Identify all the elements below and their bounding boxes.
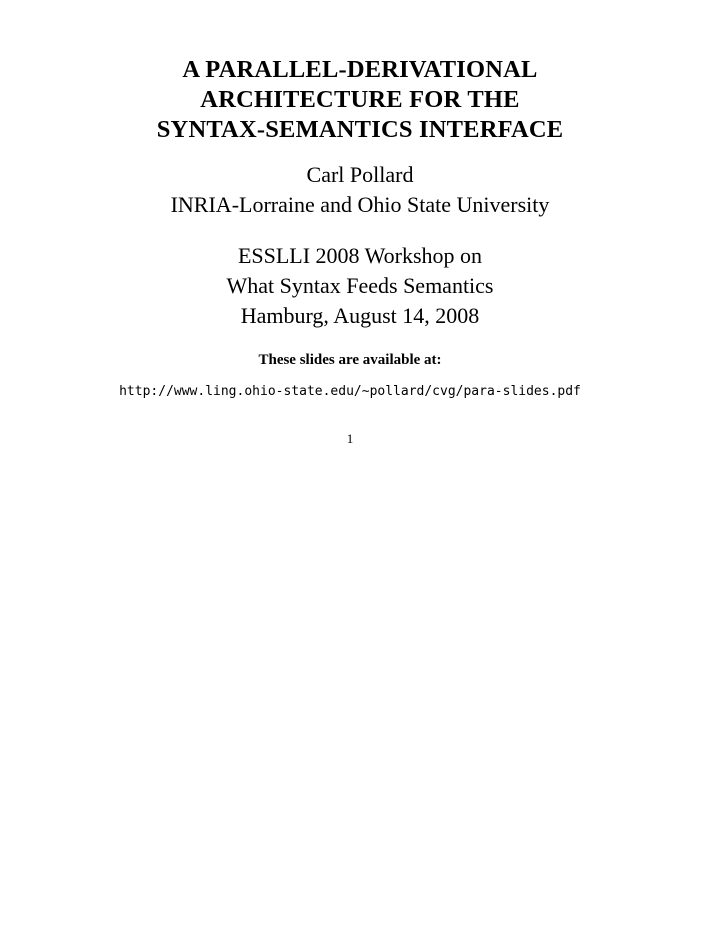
event-line-3: Hamburg, August 14, 2008: [240, 303, 480, 328]
title-line-2: ARCHITECTURE FOR THE: [200, 86, 520, 113]
author-block: [0, 160, 720, 220]
title-line-1: A PARALLEL-DERIVATIONAL: [182, 56, 538, 83]
event-line-1: ESSLLI 2008 Workshop on: [237, 243, 483, 268]
author-name: Carl Pollard: [306, 162, 414, 187]
title-line-3: SYNTAX-SEMANTICS INTERFACE: [156, 116, 564, 143]
page-number: 1: [346, 431, 354, 446]
availability-label: These slides are available at:: [258, 352, 442, 368]
event-block: [0, 241, 720, 331]
slides-url-link[interactable]: http://www.ling.ohio-state.edu/∼pollard/cvg/para-slides.pdf: [119, 384, 581, 399]
event-line-2: What Syntax Feeds Semantics: [226, 273, 494, 298]
author-affiliation: INRIA-Lorraine and Ohio State University: [170, 192, 550, 217]
slide-title: [0, 55, 720, 145]
